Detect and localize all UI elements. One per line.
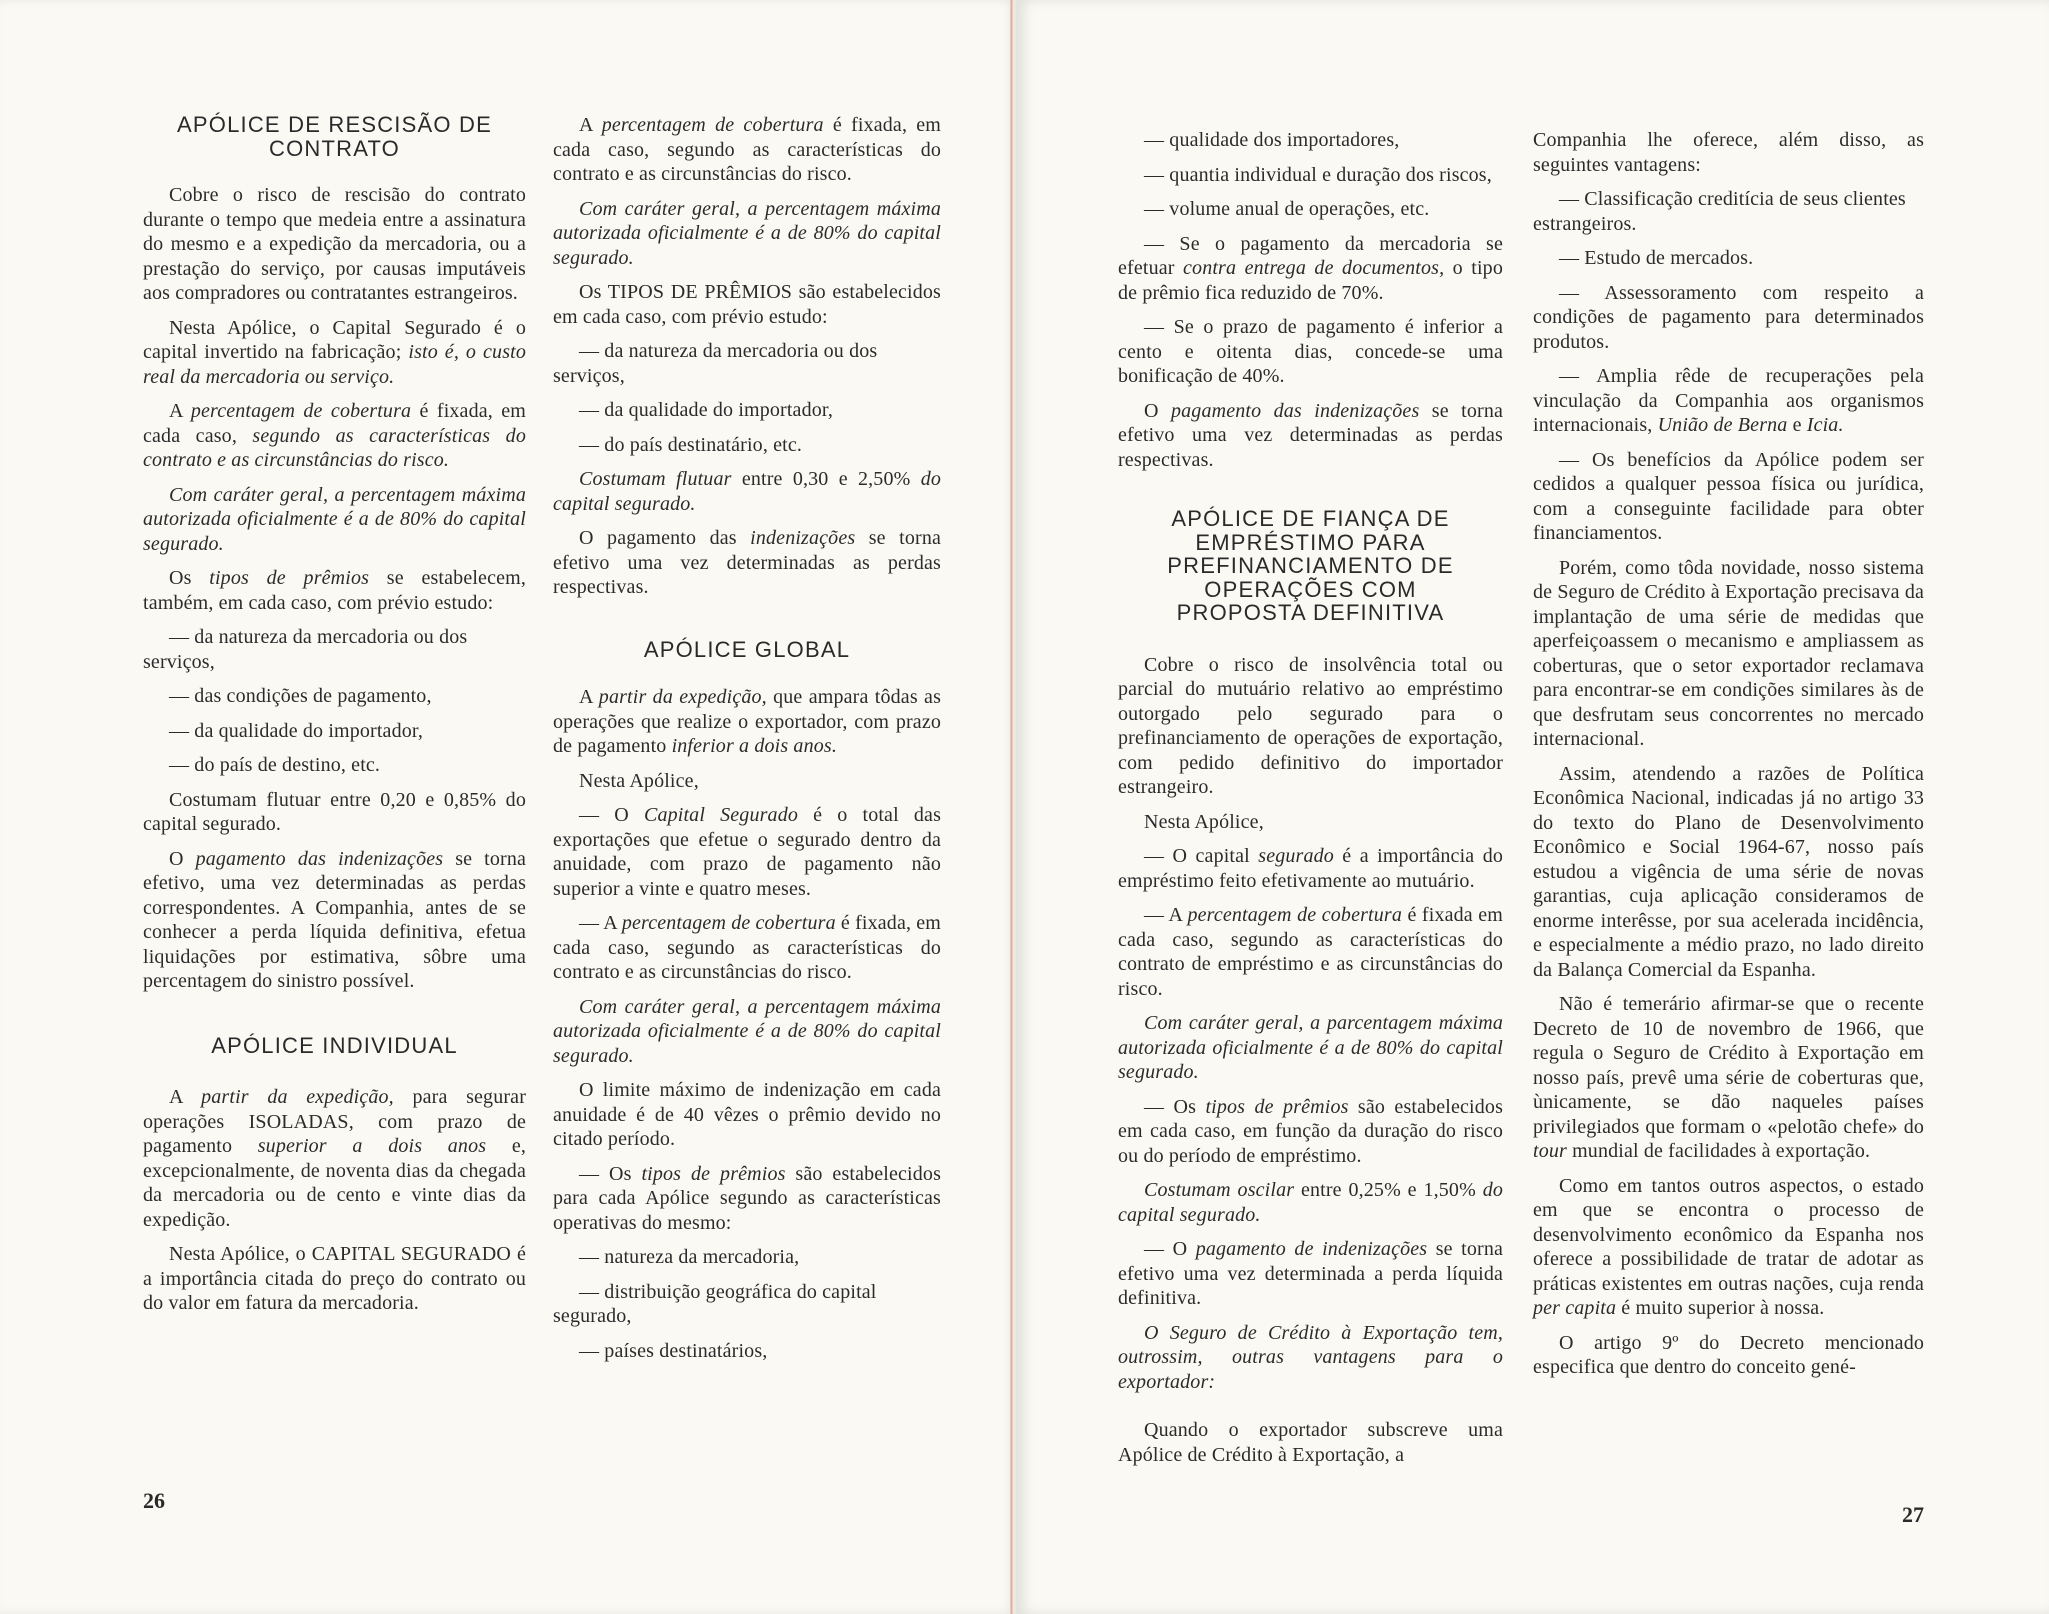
paragraph: Nesta Apólice, (1144, 810, 1264, 833)
paragraph: Não é temerário afirmar-se que o recente Decreto de 10 de novembro de 1966, que regula o Seguro de Crédito à Exportação em nosso país, prevê uma série de coberturas que, ùnicamente, se dão naqueles países privilegiados que formam o «pelotão chefe» do tour mundial de facilidades à exportação. (1533, 993, 1924, 1162)
paragraph: Costumam flutuar entre 0,30 e 2,50% do capital segurado. (553, 468, 941, 515)
list-item: — Estudo de mercados. (1559, 247, 1754, 269)
list-item: — qualidade dos importadores, (1144, 129, 1400, 151)
list-item: — distribuição geográfica do capital segurado, (553, 1280, 877, 1327)
paragraph: A partir da expedição, para segurar operações ISOLADAS, com prazo de pagamento superior a dois anos e, excepcionalmente, de noventa dias da chegada da mercadoria ou de cento e vinte dias da expedição. (143, 1086, 527, 1231)
right-page (1016, 0, 2049, 1614)
paragraph: Com caráter geral, a percentagem máxima autorizada oficialmente é a de 80% do capital segurado. (143, 483, 526, 555)
paragraph: Com caráter geral, a percentagem máxima autorizada oficialmente é a de 80% do capital segurado. (553, 995, 941, 1067)
list-item: — da qualidade do importador, (579, 399, 834, 421)
paragraph: Com caráter geral, a percentagem máxima autorizada oficialmente é a de 80% do capital segurado. (553, 197, 941, 269)
paragraph: Quando o exportador subscreve uma Apólice de Crédito à Exportação, a (1118, 1419, 1503, 1466)
right-column-2 (1533, 128, 1924, 1390)
left-column-2 (553, 113, 941, 1373)
paragraph: A partir da expedição, que ampara tôdas as operações que realize o exportador, com prazo de pagamento inferior a dois anos. (553, 686, 942, 757)
paragraph: O Seguro de Crédito à Exportação tem, outrossim, outras vantagens para o exportador: (1118, 1321, 1503, 1393)
paragraph: Nesta Apólice, (579, 769, 699, 792)
page-number: 27 (1902, 1502, 1924, 1527)
paragraph: Nesta Apólice, o Capital Segurado é o capital invertido na fabricação; isto é, o custo real da mercadoria ou serviço. (143, 316, 526, 388)
paragraph: O pagamento das indenizações se torna efetivo uma vez determinadas as perdas respectivas. (553, 527, 942, 598)
paragraph: — Se o pagamento da mercadoria se efetuar contra entrega de documentos, o tipo de prêmio fica reduzido de 70%. (1118, 232, 1503, 304)
paragraph: Companhia lhe oferece, além disso, as seguintes vantagens: (1533, 129, 1924, 176)
paragraph: Costumam oscilar entre 0,25% e 1,50% do capital segurado. (1118, 1179, 1503, 1226)
list-item: — das condições de pagamento, (169, 685, 432, 707)
list-item: — Os benefícios da Apólice podem ser cedidos a qualquer pessoa física ou jurídica, com a conseguinte facilidade para obter financiamentos. (1533, 448, 1924, 544)
paragraph: Porém, como tôda novidade, nosso sistema de Seguro de Crédito à Exportação precisava da implantação de uma série de medidas que aperfeiçoassem o mecanismo e ampliassem as coberturas, que o setor exportador reclamava para encontrar-se em condições similares às de que desfrutam seus concorrentes no mercado internacional. (1533, 556, 1924, 750)
heading-fianca: APÓLICE DE FIANÇA DE EMPRÉSTIMO PARA PREFINANCIAMENTO DE OPERAÇÕES COM PROPOSTA DEFINITIVA (1167, 506, 1454, 625)
heading-global: APÓLICE GLOBAL (643, 636, 851, 662)
list-item: — da qualidade do importador, (169, 719, 424, 742)
paragraph: — O Capital Segurado é o total das exportações que efetue o segurado dentro da anuidade, com prazo de pagamento não superior a vinte e quatro meses. (553, 804, 942, 900)
paragraph: Cobre o risco de rescisão do contrato durante o tempo que medeia entre a assinatura do mesmo e a expedição da mercadoria, ou a prestação do serviço, por causas imputáveis aos compradores ou contratantes estrangeiros. (143, 184, 526, 304)
paragraph: Os TIPOS DE PRÊMIOS são estabelecidos em cada caso, com prévio estudo: (553, 281, 941, 328)
paragraph: — Os tipos de prêmios são estabelecidos em cada caso, em função da duração do risco ou do período de empréstimo. (1118, 1095, 1503, 1167)
paragraph: — A percentagem de cobertura é fixada, em cada caso, segundo as características do contrato e as circunstâncias do risco. (553, 912, 942, 983)
list-item: — da natureza da mercadoria ou dos serviços, (143, 626, 468, 673)
list-item: — da natureza da mercadoria ou dos serviços, (553, 340, 878, 387)
heading-rescisao: APÓLICE DE RESCISÃO DE CONTRATO (177, 112, 492, 161)
list-item: — Amplia rêde de recuperações pela vinculação da Companhia aos organismos internacionais, União de Berna e Icia. (1533, 365, 1924, 436)
paragraph: — O capital segurado é a importância do empréstimo feito efetivamente ao mutuário. (1118, 845, 1503, 892)
list-item: — Classificação creditícia de seus clientes estrangeiros. (1533, 188, 1906, 235)
paragraph: — A percentagem de cobertura é fixada em cada caso, segundo as características do contrato de empréstimo e as circunstâncias do risco. (1118, 904, 1503, 1000)
paragraph: O artigo 9º do Decreto mencionado especifica que dentro do conceito gené- (1533, 1331, 1924, 1378)
paragraph: O pagamento das indenizações se torna efetivo, uma vez determinadas as perdas correspondentes. A Companhia, antes de se conhecer a perda líquida definitiva, efetua liquidações por estimativa, sôbre uma percentagem do sinistro possível. (143, 847, 526, 992)
paragraph: — O pagamento de indenizações se torna efetivo uma vez determinada a perda líquida definitiva. (1118, 1238, 1503, 1309)
list-item: — natureza da mercadoria, (579, 1246, 800, 1268)
paragraph: Cobre o risco de insolvência total ou parcial do mutuário relativo ao empréstimo outorgado pelo segurado para o prefinanciamento de operações de exportação, com pedido definitivo do importador estrangeiro. (1118, 653, 1503, 798)
paragraph: Os tipos de prêmios se estabelecem, também, em cada caso, com prévio estudo: (143, 567, 526, 614)
paragraph: — Os tipos de prêmios são estabelecidos para cada Apólice segundo as características operativas do mesmo: (553, 1162, 941, 1234)
right-column-1 (1118, 128, 1503, 1477)
paragraph: Como em tantos outros aspectos, o estado em que se encontra o processo de desenvolvimento econômico da Espanha nos oferece a possibilidade de tratar de adotar as práticas existentes em outras nações, cuja renda per capita é muito superior à nossa. (1533, 1174, 1924, 1319)
paragraph: Nesta Apólice, o CAPITAL SEGURADO é a importância citada do preço do contrato ou do valor em fatura da mercadoria. (143, 1243, 526, 1314)
list-item: — Assessoramento com respeito a condições de pagamento para determinados produtos. (1533, 281, 1924, 353)
paragraph: A percentagem de cobertura é fixada, em cada caso, segundo as características do contrato e as circunstâncias do risco. (143, 400, 526, 471)
list-item: — do país de destino, etc. (169, 754, 381, 776)
paragraph: Assim, atendendo a razões de Política Econômica Nacional, indicadas já no artigo 33 do texto do Plano de Desenvolvimento Econômico e Social 1964-67, nosso país estudou a vigência de uma série de novas garantias, cuja aplicação consideramos de enorme interêsse, por sua acelerada incidência, e especialmente a médio prazo, no lado direito da Balança Comercial da Espanha. (1533, 762, 1924, 981)
paragraph: Costumam flutuar entre 0,20 e 0,85% do capital segurado. (143, 788, 526, 835)
paragraph: O limite máximo de indenização em cada anuidade é de 40 vêzes o prêmio devido no citado período. (553, 1079, 941, 1150)
heading-individual: APÓLICE INDIVIDUAL (211, 1032, 458, 1058)
page-gutter (1010, 0, 1013, 1614)
list-item: — países destinatários, (579, 1339, 768, 1362)
list-item: — volume anual de operações, etc. (1144, 198, 1430, 220)
paragraph: A percentagem de cobertura é fixada, em cada caso, segundo as características do contrato e as circunstâncias do risco. (553, 114, 942, 185)
page-number: 26 (143, 1488, 165, 1513)
left-page (0, 0, 1016, 1614)
paragraph: Com caráter geral, a parcentagem máxima autorizada oficialmente é a de 80% do capital segurado. (1118, 1012, 1503, 1083)
paragraph: O pagamento das indenizações se torna efetivo uma vez determinadas as perdas respectivas. (1118, 399, 1504, 471)
paragraph: — Se o prazo de pagamento é inferior a cento e oitenta dias, concede-se uma bonificação de 40%. (1118, 316, 1503, 387)
list-item: — do país destinatário, etc. (579, 433, 803, 456)
left-column-1 (143, 113, 526, 1326)
list-item: — quantia individual e duração dos riscos, (1144, 163, 1492, 186)
